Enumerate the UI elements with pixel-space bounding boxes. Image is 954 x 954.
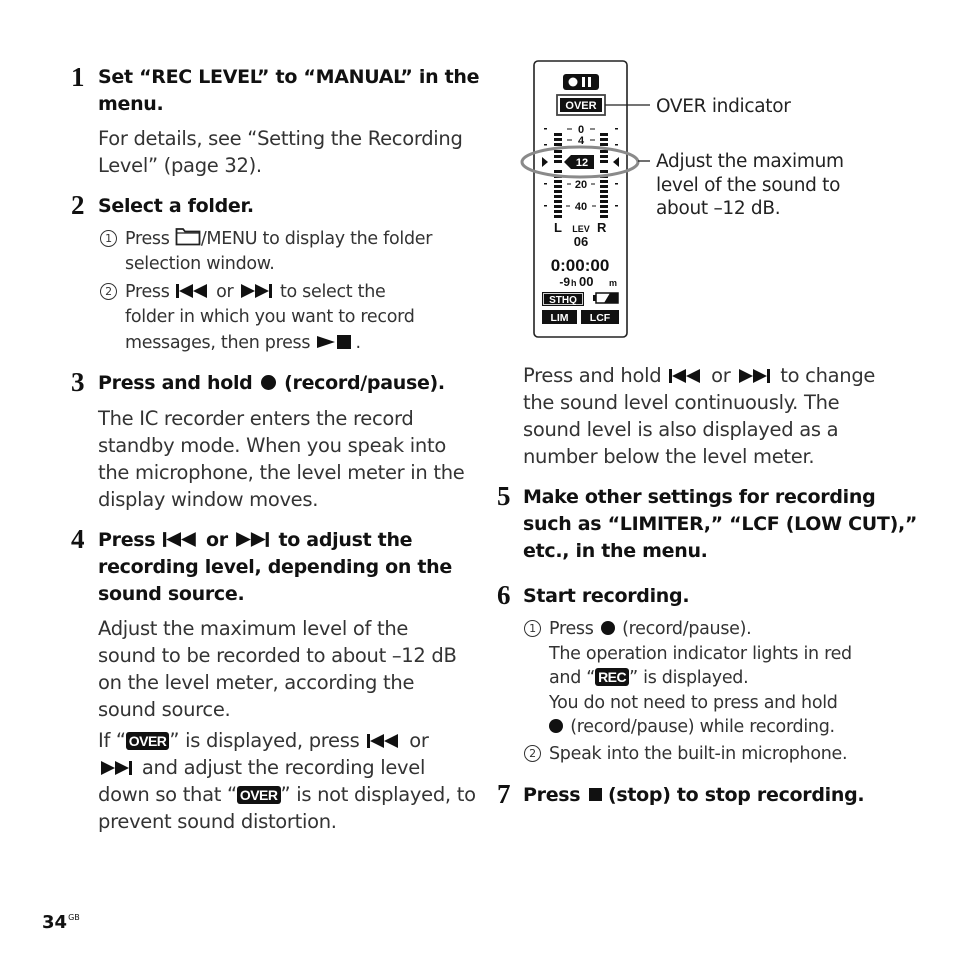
page-number-value: 34	[42, 912, 68, 933]
step-6-heading: Start recording.	[523, 585, 690, 607]
callout-adjust-line: Adjust the maximum	[656, 151, 844, 172]
step-4-body-line: Adjust the maximum level of the	[98, 617, 409, 640]
step-2-number: 2	[71, 190, 85, 220]
step-4-note-text: or	[409, 729, 429, 752]
step-4-heading	[98, 527, 452, 608]
display-level-value: 06	[573, 234, 589, 249]
step-1-heading-line: Set “REC LEVEL” to “MANUAL” in the	[98, 66, 480, 88]
step-4-note-text: and adjust the recording level	[141, 756, 426, 779]
step-4-cont-text: the sound level continuously. The	[523, 391, 840, 414]
step-5-heading	[523, 484, 917, 565]
step-3-heading-text: (record/pause).	[284, 372, 445, 394]
step-6-sub1-text: (record/pause) while recording.	[570, 717, 835, 737]
step-2-sub1-text: selection window.	[125, 253, 275, 274]
step-6-sub2-text: Speak into the built-in microphone.	[549, 744, 848, 764]
circled-number-1: 1	[524, 620, 541, 637]
step-2-substep-1	[105, 227, 433, 276]
rec-badge: REC	[595, 668, 629, 686]
step-4-body-line: sound to be recorded to about –12 dB	[98, 644, 457, 667]
step-4-heading-text: Press	[98, 529, 156, 551]
previous-track-icon	[162, 531, 200, 548]
step-5-number: 5	[497, 481, 511, 511]
step-4-cont-text: or	[711, 364, 731, 387]
step-3-heading-text: Press and hold	[98, 372, 253, 394]
page-region-code: GB	[68, 913, 80, 922]
scale-label-20: 20	[574, 179, 588, 191]
step-7-heading-text: Press	[523, 784, 581, 806]
scale-label-40: 40	[574, 201, 588, 213]
step-1-body-line: For details, see “Setting the Recording	[98, 127, 463, 150]
page-number	[42, 912, 80, 933]
step-4-note-text: ” is displayed, press	[169, 729, 360, 752]
step-4-heading-text: sound source.	[98, 583, 245, 605]
step-4-cont-text: number below the level meter.	[523, 445, 815, 468]
step-6-substep-1	[529, 617, 852, 740]
previous-track-icon	[175, 283, 211, 299]
display-lcf: LCF	[589, 312, 611, 324]
display-label-l: L	[554, 220, 562, 235]
step-4-continued	[523, 362, 875, 470]
over-badge: OVER	[237, 786, 281, 804]
step-1-number: 1	[71, 62, 85, 92]
step-6-sub1-text: The operation indicator lights in red	[549, 643, 852, 664]
step-3-body-line: display window moves.	[98, 488, 319, 511]
previous-track-icon	[365, 733, 403, 749]
step-2-sub2-text: folder in which you want to record	[125, 306, 415, 327]
step-4-cont-text: Press and hold	[523, 364, 662, 387]
display-over-indicator: OVER	[565, 100, 597, 112]
step-6-sub1-text: and “	[549, 668, 596, 688]
step-2-sub2-text: messages, then press	[125, 333, 311, 353]
step-6-number: 6	[497, 580, 511, 610]
step-2-sub2-text: .	[355, 333, 361, 353]
next-track-icon	[234, 531, 272, 548]
scale-label-12: 12	[575, 157, 589, 169]
step-6-sub1-text: (record/pause).	[622, 619, 752, 639]
circled-number-2: 2	[100, 283, 117, 300]
step-2-sub2-text: to select the	[279, 282, 386, 302]
display-remain-m: m	[609, 278, 618, 288]
step-4-body-line: sound source.	[98, 698, 231, 721]
step-3-body	[98, 405, 464, 513]
step-3-body-line: standby mode. When you speak into	[98, 434, 446, 457]
display-remain-h: h	[571, 278, 577, 288]
callout-leader-lines	[600, 95, 660, 175]
step-3-number: 3	[71, 367, 85, 397]
step-6-substep-2	[529, 742, 848, 767]
step-2-sub2-text: Press	[125, 282, 170, 302]
display-elapsed-time: 0:00:00	[550, 256, 610, 275]
step-4-heading-text: recording level, depending on the	[98, 556, 452, 578]
step-4-cont-text: sound level is also displayed as a	[523, 418, 839, 441]
step-2-heading: Select a folder.	[98, 195, 254, 217]
circled-number-2: 2	[524, 745, 541, 762]
display-remain-hours: -9	[559, 275, 570, 289]
callout-adjust-line: level of the sound to	[656, 174, 841, 196]
step-4-number: 4	[71, 524, 85, 554]
step-5-heading-line: such as “LIMITER,” “LCF (LOW CUT),”	[523, 513, 918, 535]
display-limiter: LIM	[550, 312, 569, 324]
callout-over-indicator: OVER indicator	[656, 96, 791, 117]
step-4-note-text: down so that “	[98, 783, 237, 806]
folder-icon	[175, 227, 201, 246]
step-7-number: 7	[497, 779, 511, 809]
step-4-over-note	[98, 727, 476, 835]
step-4-note-text: prevent sound distortion.	[98, 810, 337, 833]
display-label-lev: LEV	[572, 224, 590, 234]
step-3-heading	[98, 370, 445, 397]
step-2-sub1-text: Press	[125, 229, 170, 249]
step-7-heading-text: (stop) to stop recording.	[607, 784, 865, 806]
step-6-sub1-text: You do not need to press and hold	[549, 692, 838, 713]
next-track-icon	[736, 368, 774, 384]
step-4-body-line: on the level meter, according the	[98, 671, 415, 694]
display-label-r: R	[597, 220, 607, 235]
next-track-icon	[98, 760, 136, 776]
step-4-note-text: ” is not displayed, to	[280, 783, 476, 806]
record-icon	[549, 719, 563, 733]
step-1-body	[98, 125, 463, 179]
scale-label-4: 4	[577, 135, 585, 147]
step-1-body-line: Level” (page 32).	[98, 154, 262, 177]
scale-label-0: 0	[577, 124, 585, 136]
display-quality: STHQ	[549, 295, 577, 306]
step-4-heading-text: or	[205, 529, 228, 551]
step-2-sub2-text: or	[216, 282, 234, 302]
record-icon	[601, 621, 615, 635]
play-stop-icon	[315, 334, 355, 350]
step-1-heading-line: menu.	[98, 93, 164, 115]
step-5-heading-line: etc., in the menu.	[523, 540, 708, 562]
step-4-heading-text: to adjust the	[278, 529, 413, 551]
step-4-cont-text: to change	[780, 364, 876, 387]
step-1-heading	[98, 64, 479, 118]
circled-number-1: 1	[100, 230, 117, 247]
step-3-body-line: the microphone, the level meter in the	[98, 461, 465, 484]
step-2-substep-2	[105, 280, 415, 356]
callout-adjust-line: about –12 dB.	[656, 198, 781, 219]
previous-track-icon	[667, 368, 705, 384]
stop-icon	[589, 788, 602, 801]
step-2-sub1-text: /MENU to display the folder	[200, 229, 433, 249]
step-4-note-text: If “	[98, 729, 126, 752]
over-badge: OVER	[126, 732, 170, 750]
display-remain-minutes: 00	[579, 274, 594, 289]
record-icon	[261, 375, 276, 390]
step-6-sub1-text: ” is displayed.	[629, 668, 749, 688]
step-5-heading-line: Make other settings for recording	[523, 486, 876, 508]
callout-adjust-level	[656, 150, 844, 221]
step-4-body	[98, 615, 457, 723]
step-6-sub1-text: Press	[549, 619, 594, 639]
step-7-heading	[523, 782, 864, 809]
next-track-icon	[239, 283, 275, 299]
step-3-body-line: The IC recorder enters the record	[98, 407, 414, 430]
